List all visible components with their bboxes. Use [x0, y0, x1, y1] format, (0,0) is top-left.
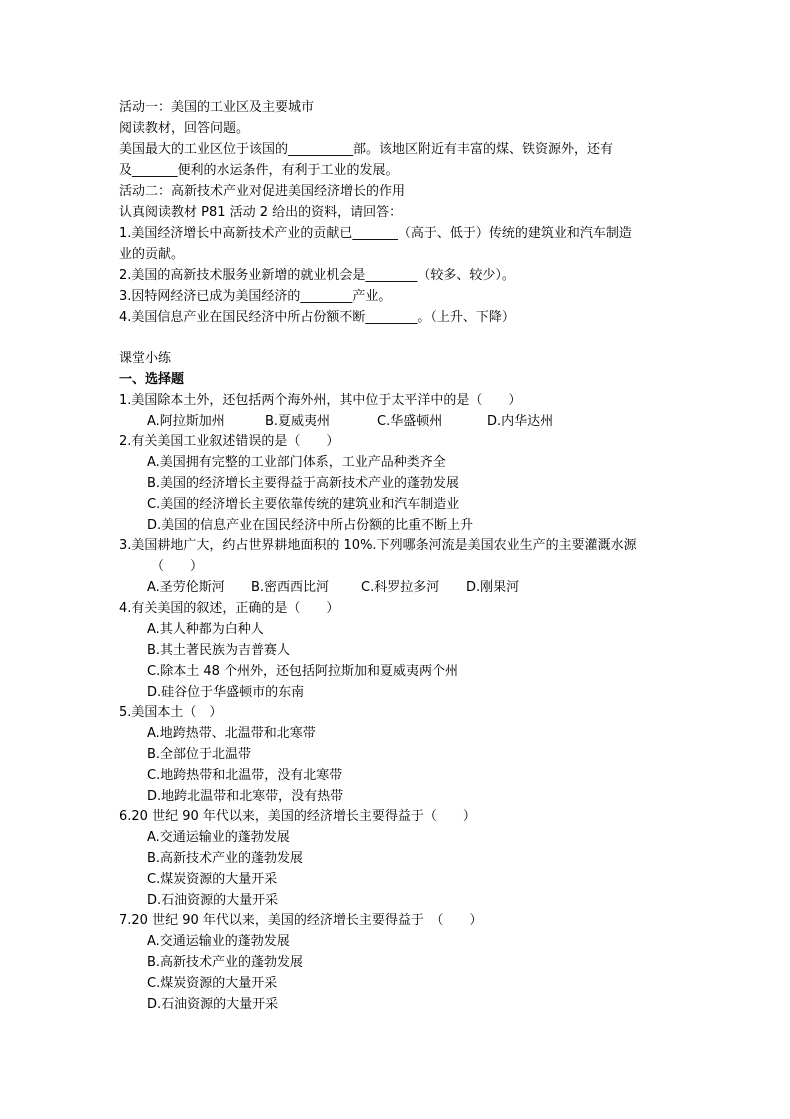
- activity2-title: 活动二：高新技术产业对促进美国经济增长的作用: [119, 184, 406, 199]
- activity2-instruction: 认真阅读教材 P81 活动 2 给出的资料，请回答：: [119, 205, 403, 220]
- question-2-option-c: C.美国的经济增长主要依靠传统的建筑业和汽车制造业: [147, 497, 460, 512]
- question-6-stem: 6.20 世纪 90 年代以来，美国的经济增长主要得益于（ ）: [119, 809, 476, 824]
- activity1-question-line2: 及_______便利的水运条件，有利于工业的发展。: [119, 163, 399, 178]
- question-7-option-c: C.煤炭资源的大量开采: [147, 976, 278, 991]
- question-6-option-c: C.煤炭资源的大量开采: [147, 872, 278, 887]
- question-4-stem: 4.有关美国的叙述，正确的是（ ）: [119, 601, 340, 616]
- practice-section-heading: 一、选择题: [119, 372, 185, 387]
- question-7-option-b: B.高新技术产业的蓬勃发展: [147, 955, 304, 970]
- question-5-option-d: D.地跨北温带和北寒带，没有热带: [147, 789, 344, 804]
- question-3-option-a: A.圣劳伦斯河: [147, 580, 225, 595]
- question-6-option-b: B.高新技术产业的蓬勃发展: [147, 851, 304, 866]
- question-1-option-d: D.内华达州: [487, 414, 554, 429]
- question-2-option-b: B.美国的经济增长主要得益于高新技术产业的蓬勃发展: [147, 476, 460, 491]
- question-7-option-d: D.石油资源的大量开采: [147, 997, 279, 1012]
- activity1-title: 活动一：美国的工业区及主要城市: [119, 100, 315, 115]
- question-1-options: [147, 411, 707, 432]
- activity2-q4: 4.美国信息产业在国民经济中所占份额不断________。（上升、下降）: [119, 310, 515, 325]
- question-4-option-b: B.其土著民族为吉普赛人: [147, 643, 291, 658]
- question-4-option-a: A.其人种都为白种人: [147, 622, 264, 637]
- question-2-stem: 2.有关美国工业叙述错误的是（ ）: [119, 434, 340, 449]
- activity1-instruction: 阅读教材，回答问题。: [119, 121, 250, 136]
- activity2-q3: 3.因特网经济已成为美国经济的________产业。: [119, 289, 392, 304]
- question-3-option-b: B.密西西比河: [251, 580, 330, 595]
- question-1-option-b: B.夏威夷州: [265, 414, 331, 429]
- question-3-stem-continued: （ ）: [151, 559, 204, 574]
- question-6-option-d: D.石油资源的大量开采: [147, 893, 279, 908]
- question-7-stem: 7.20 世纪 90 年代以来，美国的经济增长主要得益于 （ ）: [119, 913, 483, 928]
- question-4-option-c: C.除本土 48 个州外，还包括阿拉斯加和夏威夷两个州: [147, 664, 459, 679]
- question-3-option-d: D.刚果河: [466, 580, 520, 595]
- activity2-q1-line1: 1.美国经济增长中高新技术产业的贡献已_______（高于、低于）传统的建筑业和汽车制造: [119, 226, 632, 241]
- question-5-option-b: B.全部位于北温带: [147, 747, 252, 762]
- question-5-stem: 5.美国本土（ ）: [119, 705, 223, 720]
- question-2-option-d: D.美国的信息产业在国民经济中所占份额的比重不断上升: [147, 518, 474, 533]
- question-6-option-a: A.交通运输业的蓬勃发展: [147, 830, 290, 845]
- activity2-q2: 2.美国的高新技术服务业新增的就业机会是________（较多、较少）。: [119, 268, 515, 283]
- question-7-option-a: A.交通运输业的蓬勃发展: [147, 934, 290, 949]
- question-5-option-c: C.地跨热带和北温带，没有北寒带: [147, 768, 343, 783]
- question-5-option-a: A.地跨热带、北温带和北寒带: [147, 726, 316, 741]
- practice-title: 课堂小练: [119, 351, 172, 366]
- question-3-option-c: C.科罗拉多河: [361, 580, 440, 595]
- question-1-option-a: A.阿拉斯加州: [147, 414, 225, 429]
- activity2-q1-line2: 业的贡献。: [119, 247, 185, 262]
- question-3-options: [147, 577, 707, 598]
- question-3-stem: 3.美国耕地广大，约占世界耕地面积的 10%.下列哪条河流是美国农业生产的主要灌溉水源: [119, 538, 637, 553]
- activity1-question-line1: 美国最大的工业区位于该国的__________部。该地区附近有丰富的煤、铁资源外，还有: [119, 142, 614, 157]
- question-2-option-a: A.美国拥有完整的工业部门体系，工业产品种类齐全: [147, 455, 446, 470]
- question-1-stem: 1.美国除本土外，还包括两个海外州，其中位于太平洋中的是（ ）: [119, 393, 522, 408]
- question-1-option-c: C.华盛顿州: [377, 414, 443, 429]
- question-4-option-d: D.硅谷位于华盛顿市的东南: [147, 685, 305, 700]
